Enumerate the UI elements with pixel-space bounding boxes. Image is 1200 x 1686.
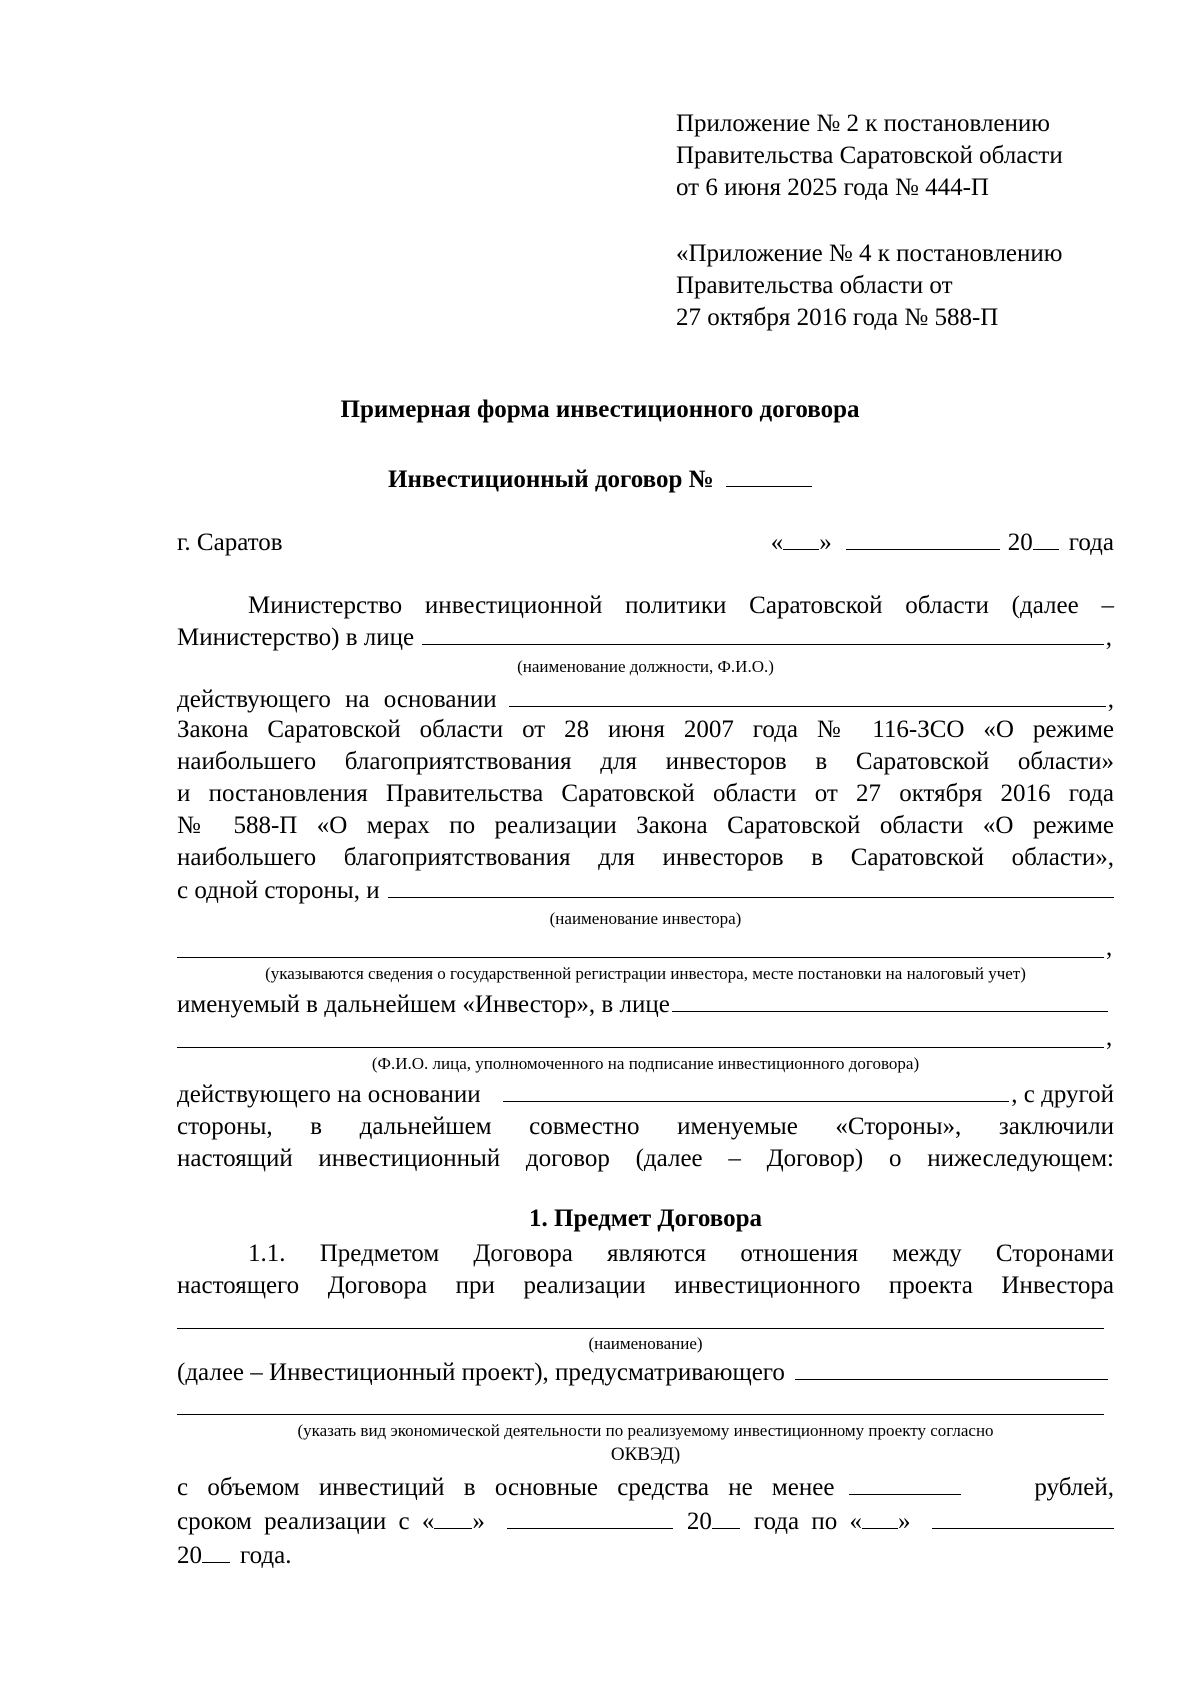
other-side-label: , с другой [1011,1081,1114,1108]
end-year-field[interactable] [202,1561,230,1563]
comma: , [1106,1024,1113,1051]
caption-signatory: (Ф.И.О. лица, уполномоченного на подписание инвестиционного договора) [371,1054,920,1073]
preamble-line-9 [177,875,1114,907]
basis-label: действующего на основании [177,686,497,713]
caption-position-name: (наименование должности, Ф.И.О.) [517,657,774,676]
end-close-quote: » [897,1508,911,1535]
contract-number-field[interactable] [726,485,812,487]
investor-name-field[interactable] [388,896,1114,898]
investor-basis-label: действующего на основании [177,1081,481,1108]
caption-okved: ОКВЭД) [610,1444,681,1465]
project-activity-field[interactable] [795,1378,1108,1380]
term-from-label: сроком реализации с « [177,1508,435,1535]
start-close-quote: » [472,1508,485,1535]
investment-volume-label: с объемом инвестиций в основные средства не менее [177,1474,835,1501]
place-date-line [177,527,1114,559]
preamble-line-1: Министерство инвестиционной политики Саратовской области (далее – [248,592,1114,619]
section-1-line-2: настоящего Договора при реализации инвестиционного проекта Инвестора [177,1272,1114,1299]
end-year-prefix: 20 [177,1542,202,1569]
start-year-field[interactable] [712,1527,740,1529]
appendix-2-line-3: от 6 июня 2025 года № 444-П [676,174,989,201]
day-field[interactable] [783,548,819,550]
end-day-field[interactable] [862,1527,898,1529]
open-quote: « [770,529,784,556]
section-1-line-3 [177,1357,1114,1389]
appendix-2-reference [676,108,1063,204]
start-day-field[interactable] [434,1527,472,1529]
section-1-title: 1. Предмет Договора [529,1205,762,1232]
project-name-field[interactable] [177,1328,1104,1329]
ministry-basis-field[interactable] [509,705,1106,707]
end-month-field[interactable] [932,1527,1114,1529]
appendix-2-line-1: Приложение № 2 к постановлению [676,110,1050,137]
term-to-label: года по « [753,1508,862,1535]
preamble-line-7: № 588-П «О мерах по реализации Закона Саратовской области «О режиме [177,812,1114,839]
section-1-line-1: 1.1. Предметом Договора являются отношения между Сторонами [248,1240,1114,1267]
investor-signatory-field[interactable] [177,1047,1104,1048]
preamble-line-4: Закона Саратовской области от 28 июня 2007 года № 116-ЗСО «О режиме [177,716,1114,743]
ministry-representative-field[interactable] [422,643,1104,645]
appendix-2-line-2: Правительства Саратовской области [676,142,1063,169]
appendix-4-reference [676,238,1062,334]
preamble-line-2 [177,622,1114,654]
investor-registration-field[interactable] [177,957,1104,958]
project-provides-label: (далее – Инвестиционный проект), предусматривающего [177,1359,785,1386]
preamble-line-13: настоящий инвестиционный договор (далее – Договор) о нижеследующем: [177,1145,1114,1172]
preamble-line-11 [177,1079,1114,1111]
comma: , [1105,624,1112,651]
appendix-4-line-2: Правительства области от [676,272,953,299]
caption-project-name: (наименование) [588,1334,703,1353]
preamble-line-10 [177,989,1114,1021]
section-1-line-6 [177,1540,1114,1572]
investor-basis-field[interactable] [503,1100,1010,1102]
rubles-label: рублей, [1034,1474,1114,1501]
preamble-line-8: наибольшего благоприятствования для инвесторов в Саратовской области», [177,844,1114,871]
ministry-representative-label: Министерство) в лице [177,624,415,651]
appendix-4-line-1: «Приложение № 4 к постановлению [676,240,1063,267]
contract-title [0,466,1200,494]
investment-amount-field[interactable] [849,1493,961,1495]
start-month-field[interactable] [507,1527,673,1529]
form-title: Примерная форма инвестиционного договора [340,396,860,423]
caption-investor-registration: (указываются сведения о государственной регистрации инвестора, месте постановки на налоговый учет) [265,964,1026,983]
investor-intro-label: с одной стороны, и [177,877,380,904]
contract-title-text: Инвестиционный договор № [388,466,714,493]
appendix-4-line-3: 27 октября 2016 года № 588-П [676,304,999,331]
activity-type-field[interactable] [177,1414,1104,1415]
comma: , [1106,934,1113,961]
comma: , [1107,686,1114,713]
start-year-prefix: 20 [686,1508,712,1535]
section-1-line-5 [177,1506,1114,1538]
close-quote: » [819,529,832,556]
preamble-line-3 [177,684,1114,716]
end-year-suffix: года. [240,1542,292,1569]
preamble-line-12: стороны, в дальнейшем совместно именуемые «Стороны», заключили [177,1113,1114,1140]
preamble-line-5: наибольшего благоприятствования для инвесторов в Саратовской области» [177,748,1114,775]
preamble-line-6: и постановления Правительства Саратовской области от 27 октября 2016 года [177,780,1114,807]
investor-representative-field[interactable] [672,1010,1108,1012]
year-prefix: 20 [1007,529,1033,556]
year-suffix: года [1068,529,1114,556]
month-field[interactable] [846,548,1000,550]
caption-investor-name: (наименование инвестора) [549,909,742,928]
section-1-line-4 [177,1472,1114,1504]
investor-representative-label: именуемый в дальнейшем «Инвестор», в лице [177,991,670,1018]
city-label: г. Саратов [177,529,283,556]
year-field[interactable] [1033,548,1059,550]
caption-activity-type: (указать вид экономической деятельности по реализуемому инвестиционному проекту согласно [297,1421,994,1440]
